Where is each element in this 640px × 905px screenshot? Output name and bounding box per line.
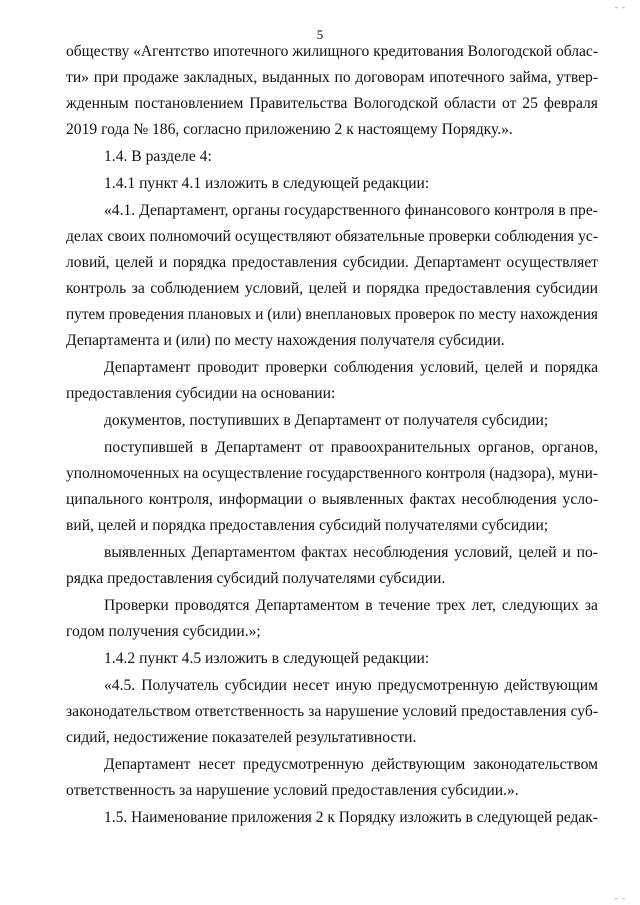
text-line: ловий, целей и порядка предоставления субсидии. Департамент осуществляет (66, 254, 598, 271)
text-line: Проверки проводятся Департаментом в течение трех лет, следующих за (104, 597, 598, 614)
text-line: «4.1. Департамент, органы государственного финансового контроля в пре- (104, 202, 598, 219)
text-line: документов, поступивших в Департамент от получателя субсидии; (104, 412, 549, 429)
text-line: Департамента и (или) по месту нахождения получателя субсидии. (66, 332, 505, 349)
text-line: годом получения субсидии.»; (66, 623, 261, 640)
text-line: жденным постановлением Правительства Вологодской области от 25 февраля (66, 95, 598, 112)
text-line: рядка предоставления субсидий получателями субсидии. (66, 570, 446, 587)
text-line: 1.4.1 пункт 4.1 изложить в следующей редакции: (104, 175, 430, 192)
text-line: 1.5. Наименование приложения 2 к Порядку изложить в следующей редак- (104, 809, 598, 826)
page-number: 5 (316, 27, 324, 42)
text-line: поступившей в Департамент от правоохранительных органов, органов, (104, 439, 599, 456)
text-line: выявленных Департаментом фактах несоблюдения условий, целей и по- (104, 544, 598, 561)
corner-mark-bottom: - - (614, 893, 626, 903)
text-line: делах своих полномочий осуществляют обязательные проверки соблюдения ус- (66, 228, 599, 245)
text-line: вий, целей и порядка предоставления субсидий получателями субсидии; (66, 517, 549, 534)
text-line: ответственность за нарушение условий предоставления субсидии.». (66, 782, 519, 799)
text-line: 1.4. В разделе 4: (104, 148, 212, 165)
text-line: Департамент несет предусмотренную действующим законодательством (104, 756, 598, 773)
corner-mark-top: - - (614, 2, 626, 12)
text-line: «4.5. Получатель субсидии несет иную предусмотренную действующим (104, 677, 598, 694)
text-line: законодательством ответственность за нарушение условий предоставления суб- (66, 703, 599, 720)
text-line: Департамент проводит проверки соблюдения условий, целей и порядка (104, 359, 598, 376)
text-line: сидий, недостижение показателей результативности. (66, 729, 417, 746)
text-line: контроль за соблюдением условий, целей и порядка предоставления субсидии (66, 280, 599, 297)
text-line: уполномоченных на осуществление государственного контроля (надзора), муни- (66, 465, 599, 482)
text-line: 1.4.2 пункт 4.5 изложить в следующей редакции: (104, 650, 430, 667)
text-line: ти» при продаже закладных, выданных по договорам ипотечного займа, утвер- (66, 69, 599, 86)
text-line: предоставления субсидии на основании: (66, 385, 336, 402)
text-line: обществу «Агентство ипотечного жилищного кредитования Вологодской облас- (66, 43, 599, 60)
text-line: ципального контроля, информации о выявленных фактах несоблюдения усло- (66, 491, 599, 508)
text-line: 2019 года № 186, согласно приложению 2 к настоящему Порядку.». (66, 121, 513, 138)
text-line: путем проведения плановых и (или) внеплановых проверок по месту нахождения (66, 306, 598, 323)
